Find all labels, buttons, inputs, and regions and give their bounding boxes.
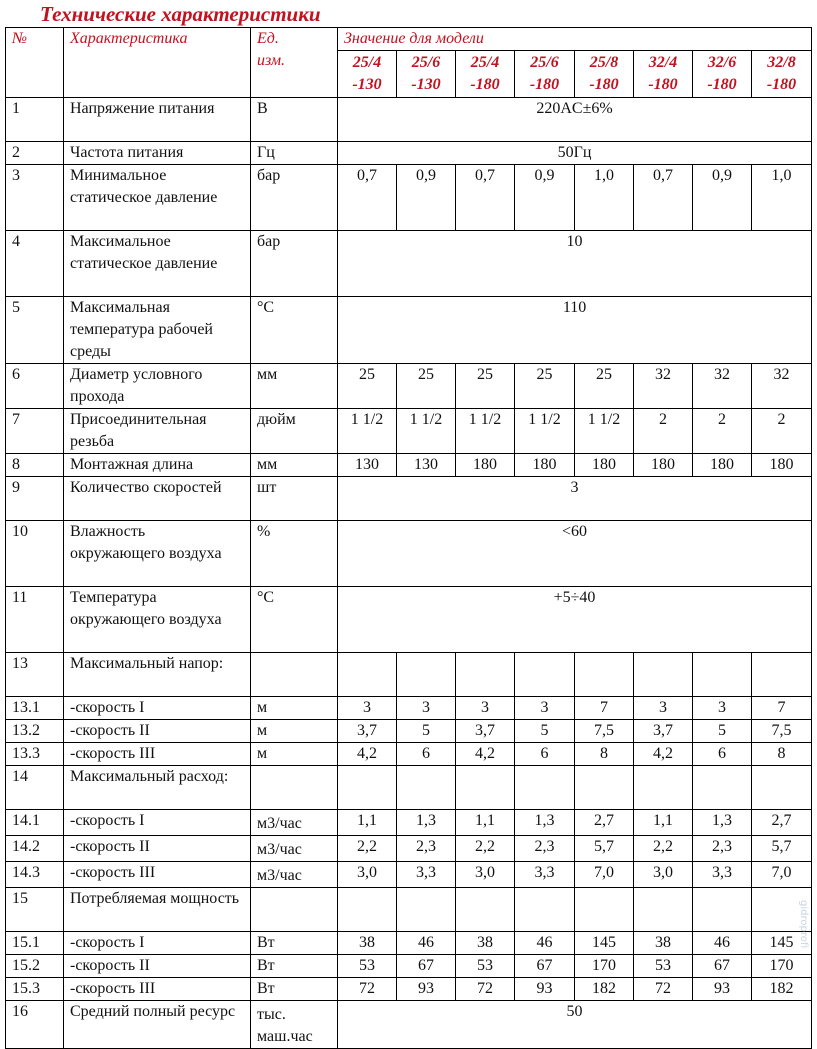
table-row	[6, 653, 812, 697]
spec-table	[5, 27, 812, 1049]
row-value: 93	[515, 978, 575, 1001]
table-row	[6, 697, 812, 720]
row-characteristic: -скорость I	[64, 932, 251, 955]
row-value: 2,7	[575, 810, 634, 836]
row-value	[575, 766, 634, 810]
row-value: 3	[515, 697, 575, 720]
row-characteristic: Влажность окружающего воздуха	[64, 521, 251, 587]
row-number: 13.1	[6, 697, 64, 720]
header-model: 25/6 -180	[515, 51, 575, 98]
row-value: 0,9	[515, 165, 575, 231]
row-value: 2,3	[515, 836, 575, 862]
row-characteristic: -скорость II	[64, 955, 251, 978]
row-value: 6	[397, 743, 456, 766]
row-value: 180	[575, 454, 634, 477]
row-number: 13.2	[6, 720, 64, 743]
row-value: 1,1	[338, 810, 397, 836]
header-model: 32/8 -180	[752, 51, 812, 98]
row-value-all-models: <60	[338, 521, 812, 587]
row-value: 3	[456, 697, 515, 720]
row-number: 14.1	[6, 810, 64, 836]
row-value: 3,7	[338, 720, 397, 743]
row-value: 3	[338, 697, 397, 720]
table-row	[6, 142, 812, 165]
row-value: 1 1/2	[515, 409, 575, 454]
row-value: 1,3	[515, 810, 575, 836]
row-unit: В	[251, 98, 338, 142]
row-value: 32	[634, 364, 693, 409]
row-number: 14	[6, 766, 64, 810]
row-value: 2,3	[397, 836, 456, 862]
row-value: 0,7	[456, 165, 515, 231]
row-value: 7,5	[752, 720, 812, 743]
header-unit: Ед. изм.	[251, 28, 338, 98]
row-value: 2,3	[693, 836, 752, 862]
row-value	[456, 888, 515, 932]
row-value: 72	[338, 978, 397, 1001]
row-characteristic: -скорость III	[64, 978, 251, 1001]
row-unit: м3/час	[251, 862, 338, 888]
row-number: 6	[6, 364, 64, 409]
row-unit: мм	[251, 364, 338, 409]
header-model: 32/6 -180	[693, 51, 752, 98]
row-value: 3,0	[634, 862, 693, 888]
row-value: 5	[397, 720, 456, 743]
row-characteristic: -скорость III	[64, 862, 251, 888]
row-value: 1,1	[456, 810, 515, 836]
row-unit: дюйм	[251, 409, 338, 454]
row-number: 2	[6, 142, 64, 165]
row-value: 5	[515, 720, 575, 743]
row-value: 7	[575, 697, 634, 720]
row-value	[575, 888, 634, 932]
table-row	[6, 720, 812, 743]
row-characteristic: Частота питания	[64, 142, 251, 165]
row-value: 67	[397, 955, 456, 978]
row-value	[397, 766, 456, 810]
table-row	[6, 98, 812, 142]
row-value: 32	[752, 364, 812, 409]
row-value: 4,2	[456, 743, 515, 766]
row-value	[515, 653, 575, 697]
row-unit: Вт	[251, 932, 338, 955]
row-characteristic: Количество скоростей	[64, 477, 251, 521]
row-value: 25	[338, 364, 397, 409]
table-row	[6, 888, 812, 932]
row-unit: м3/час	[251, 836, 338, 862]
row-value	[397, 653, 456, 697]
row-unit: °С	[251, 297, 338, 364]
row-number: 15.1	[6, 932, 64, 955]
row-value: 7	[752, 697, 812, 720]
row-value: 3,0	[338, 862, 397, 888]
row-number: 1	[6, 98, 64, 142]
row-value: 46	[397, 932, 456, 955]
table-row	[6, 743, 812, 766]
row-value	[693, 766, 752, 810]
row-number: 15	[6, 888, 64, 932]
page-title: Технические характеристики	[40, 2, 321, 26]
row-value: 5,7	[575, 836, 634, 862]
row-value: 93	[693, 978, 752, 1001]
row-value: 180	[693, 454, 752, 477]
row-number: 8	[6, 454, 64, 477]
row-value: 6	[693, 743, 752, 766]
row-value	[338, 766, 397, 810]
table-row	[6, 364, 812, 409]
row-value: 3	[634, 697, 693, 720]
row-number: 3	[6, 165, 64, 231]
row-value: 8	[752, 743, 812, 766]
row-value: 3	[397, 697, 456, 720]
row-number: 15.2	[6, 955, 64, 978]
table-row	[6, 862, 812, 888]
row-value: 0,7	[634, 165, 693, 231]
row-value: 25	[397, 364, 456, 409]
row-value-all-models: 3	[338, 477, 812, 521]
row-characteristic: Максимальный напор:	[64, 653, 251, 697]
row-value: 180	[752, 454, 812, 477]
row-number: 5	[6, 297, 64, 364]
row-number: 9	[6, 477, 64, 521]
row-unit	[251, 888, 338, 932]
row-value	[634, 888, 693, 932]
header-model: 25/6 -130	[397, 51, 456, 98]
row-characteristic: Диаметр условного прохода	[64, 364, 251, 409]
row-value: 0,9	[693, 165, 752, 231]
row-value: 5	[693, 720, 752, 743]
row-value: 2,2	[634, 836, 693, 862]
row-value: 1,3	[693, 810, 752, 836]
row-value: 130	[338, 454, 397, 477]
row-unit: °С	[251, 587, 338, 653]
row-value	[634, 653, 693, 697]
row-characteristic: -скорость III	[64, 743, 251, 766]
row-value-all-models: 10	[338, 231, 812, 297]
row-value: 5,7	[752, 836, 812, 862]
row-value	[575, 653, 634, 697]
row-value: 3,3	[515, 862, 575, 888]
row-unit: мм	[251, 454, 338, 477]
row-value: 180	[515, 454, 575, 477]
row-value: 38	[338, 932, 397, 955]
table-row	[6, 1001, 812, 1049]
row-value: 3,3	[397, 862, 456, 888]
table-row	[6, 297, 812, 364]
header-model: 25/4 -130	[338, 51, 397, 98]
row-unit: Вт	[251, 978, 338, 1001]
row-value-all-models: 220AC±6%	[338, 98, 812, 142]
row-value: 182	[575, 978, 634, 1001]
row-value	[693, 653, 752, 697]
row-value: 3,7	[456, 720, 515, 743]
row-value: 53	[634, 955, 693, 978]
row-unit: бар	[251, 231, 338, 297]
row-value: 67	[515, 955, 575, 978]
row-value: 2,2	[456, 836, 515, 862]
row-number: 13.3	[6, 743, 64, 766]
row-unit: м3/час	[251, 810, 338, 836]
row-value: 38	[634, 932, 693, 955]
row-characteristic: Максимальный расход:	[64, 766, 251, 810]
row-value: 7,0	[752, 862, 812, 888]
row-value: 1,3	[397, 810, 456, 836]
row-unit	[251, 653, 338, 697]
row-unit: тыс. маш.час	[251, 1001, 338, 1049]
row-number: 16	[6, 1001, 64, 1049]
row-value: 182	[752, 978, 812, 1001]
row-unit: м	[251, 720, 338, 743]
header-characteristic: Характеристика	[64, 28, 251, 98]
row-value: 3,3	[693, 862, 752, 888]
row-number: 11	[6, 587, 64, 653]
row-characteristic: Напряжение питания	[64, 98, 251, 142]
row-number: 14.3	[6, 862, 64, 888]
row-value	[456, 766, 515, 810]
row-value: 38	[456, 932, 515, 955]
row-value: 3,0	[456, 862, 515, 888]
row-value: 2	[752, 409, 812, 454]
row-value: 46	[515, 932, 575, 955]
row-characteristic: -скорость I	[64, 697, 251, 720]
row-number: 14.2	[6, 836, 64, 862]
row-value: 4,2	[338, 743, 397, 766]
row-characteristic: Максимальная температура рабочей среды	[64, 297, 251, 364]
row-value: 6	[515, 743, 575, 766]
row-value: 2	[693, 409, 752, 454]
row-value: 2	[634, 409, 693, 454]
header-models-label: Значение для модели	[338, 28, 812, 51]
table-row	[6, 231, 812, 297]
header-model: 32/4 -180	[634, 51, 693, 98]
row-value	[634, 766, 693, 810]
row-value	[338, 888, 397, 932]
row-number: 7	[6, 409, 64, 454]
table-row	[6, 836, 812, 862]
row-characteristic: -скорость II	[64, 836, 251, 862]
row-value	[752, 766, 812, 810]
row-value	[338, 653, 397, 697]
row-value	[693, 888, 752, 932]
row-value-all-models: 50	[338, 1001, 812, 1049]
row-unit: шт	[251, 477, 338, 521]
row-unit: м	[251, 743, 338, 766]
row-value: 46	[693, 932, 752, 955]
header-no: №	[6, 28, 64, 98]
row-value: 170	[752, 955, 812, 978]
table-row	[6, 521, 812, 587]
row-characteristic: Минимальное статическое давление	[64, 165, 251, 231]
row-value-all-models: 110	[338, 297, 812, 364]
row-value: 4,2	[634, 743, 693, 766]
row-value: 180	[456, 454, 515, 477]
row-number: 10	[6, 521, 64, 587]
table-row	[6, 810, 812, 836]
row-value: 67	[693, 955, 752, 978]
row-value: 1 1/2	[456, 409, 515, 454]
table-row	[6, 955, 812, 978]
row-value: 2,7	[752, 810, 812, 836]
row-characteristic: Максимальное статическое давление	[64, 231, 251, 297]
row-unit	[251, 766, 338, 810]
row-value: 7,5	[575, 720, 634, 743]
row-value	[515, 766, 575, 810]
table-row	[6, 978, 812, 1001]
row-number: 4	[6, 231, 64, 297]
table-row	[6, 766, 812, 810]
row-value: 53	[338, 955, 397, 978]
row-value: 3	[693, 697, 752, 720]
row-value: 25	[575, 364, 634, 409]
row-characteristic: Монтажная длина	[64, 454, 251, 477]
row-value: 170	[575, 955, 634, 978]
row-value: 32	[693, 364, 752, 409]
row-value: 25	[515, 364, 575, 409]
row-value: 53	[456, 955, 515, 978]
row-characteristic: Потребляемая мощность	[64, 888, 251, 932]
row-characteristic: Температура окружающего воздуха	[64, 587, 251, 653]
row-value: 1 1/2	[338, 409, 397, 454]
row-value-all-models: 50Гц	[338, 142, 812, 165]
row-value: 0,9	[397, 165, 456, 231]
row-value: 25	[456, 364, 515, 409]
row-value: 2,2	[338, 836, 397, 862]
row-value: 72	[456, 978, 515, 1001]
table-row	[6, 409, 812, 454]
row-value	[515, 888, 575, 932]
row-value: 7,0	[575, 862, 634, 888]
row-value: 130	[397, 454, 456, 477]
row-value: 8	[575, 743, 634, 766]
row-value-all-models: +5÷40	[338, 587, 812, 653]
row-value: 93	[397, 978, 456, 1001]
row-value: 72	[634, 978, 693, 1001]
row-characteristic: -скорость I	[64, 810, 251, 836]
table-row	[6, 165, 812, 231]
row-unit: %	[251, 521, 338, 587]
header-model: 25/8 -180	[575, 51, 634, 98]
row-value: 0,7	[338, 165, 397, 231]
row-characteristic: Присоединительная резьба	[64, 409, 251, 454]
row-value: 1 1/2	[397, 409, 456, 454]
watermark: gidroprofi	[798, 900, 809, 949]
table-row	[6, 932, 812, 955]
row-value: 1,0	[752, 165, 812, 231]
row-value: 3,7	[634, 720, 693, 743]
row-unit: бар	[251, 165, 338, 231]
row-value	[752, 653, 812, 697]
row-value: 145	[752, 932, 812, 955]
table-row	[6, 477, 812, 521]
row-unit: Гц	[251, 142, 338, 165]
row-unit: Вт	[251, 955, 338, 978]
row-number: 13	[6, 653, 64, 697]
header-model: 25/4 -180	[456, 51, 515, 98]
row-value: 145	[575, 932, 634, 955]
row-characteristic: Средний полный ресурс	[64, 1001, 251, 1049]
row-value: 1,0	[575, 165, 634, 231]
row-number: 15.3	[6, 978, 64, 1001]
table-row	[6, 454, 812, 477]
table-row	[6, 587, 812, 653]
row-value	[456, 653, 515, 697]
row-value: 180	[634, 454, 693, 477]
row-value	[397, 888, 456, 932]
row-characteristic: -скорость II	[64, 720, 251, 743]
row-value: 1,1	[634, 810, 693, 836]
row-unit: м	[251, 697, 338, 720]
row-value: 1 1/2	[575, 409, 634, 454]
